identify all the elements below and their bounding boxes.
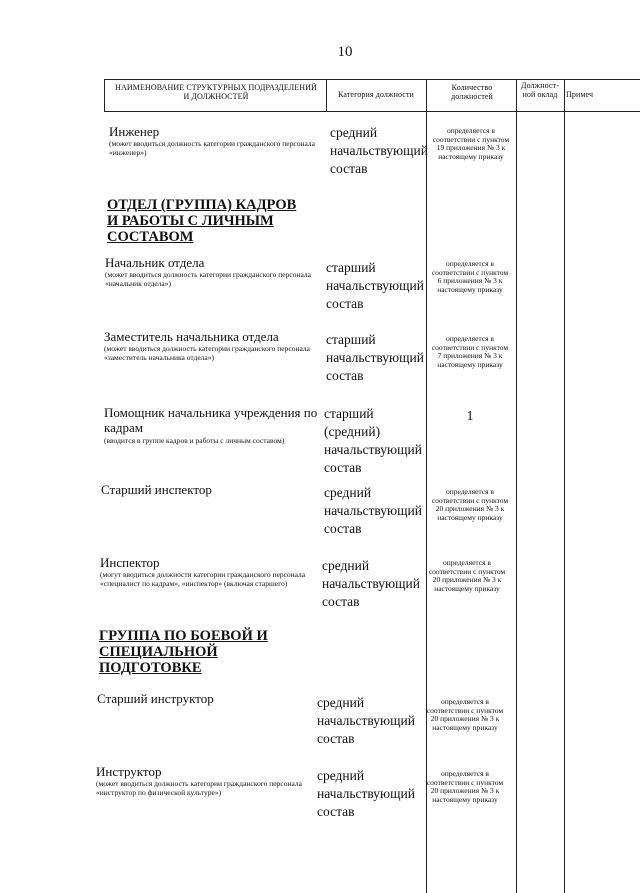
- position-quantity: определяется в соответствии с пунктом 20 приложения № 3 к настоящему приказу: [426, 697, 504, 732]
- position-quantity: определяется в соответствии с пунктом 20 приложения № 3 к настоящему приказу: [428, 558, 506, 593]
- position-note: (могут вводиться должности категории гражданского персонала «специалист по кадрам», «инспектор» (включая старшего): [100, 570, 306, 588]
- header-salary: Должност-ной оклад: [521, 81, 559, 99]
- column-divider: [516, 79, 517, 893]
- position-title: Помощник начальника учреждения по кадрам: [104, 405, 318, 435]
- position-quantity: определяется в соответствии с пунктом 20 приложения № 3 к настоящему приказу: [431, 487, 509, 522]
- position-quantity: определяется в соответствии с пунктом 19 приложения № 3 к настоящему приказу: [432, 126, 510, 161]
- staffing-table: [96, 79, 640, 893]
- position-title: Заместитель начальника отдела: [104, 329, 279, 344]
- position-category: старший (средний) начальствующий состав: [324, 406, 422, 475]
- position-category: старший начальствующий состав: [326, 332, 424, 383]
- table-header-divider: [104, 111, 640, 112]
- position-category: средний начальствующий состав: [317, 768, 415, 819]
- position-quantity: определяется в соответствии с пунктом 7 приложения № 3 к настоящему приказу: [431, 334, 509, 369]
- header-name: НАИМЕНОВАНИЕ СТРУКТУРНЫХ ПОДРАЗДЕЛЕНИЙ И ДОЛЖНОСТЕЙ: [115, 83, 317, 101]
- column-divider: [326, 79, 327, 112]
- header-quantity: Количество должностей: [451, 83, 493, 101]
- position-title: Инструктор: [96, 764, 162, 779]
- position-note: (может вводиться должность категории гражданского персонала «инженер»): [109, 139, 315, 157]
- position-title: Старший инспектор: [101, 482, 212, 497]
- page-number: 10: [337, 44, 353, 60]
- position-title: Инспектор: [100, 555, 160, 570]
- column-divider: [104, 79, 105, 112]
- column-divider: [564, 79, 565, 893]
- position-quantity: 1: [466, 409, 474, 424]
- position-note: (может вводиться должность категории гражданского персонала «начальник отдела»): [105, 270, 311, 288]
- position-category: средний начальствующий состав: [322, 558, 420, 609]
- header-note: Примеч: [566, 90, 594, 99]
- position-title: Старший инструктор: [97, 691, 214, 706]
- position-title: Начальник отдела: [105, 255, 205, 270]
- position-category: средний начальствующий состав: [317, 695, 415, 746]
- position-category: средний начальствующий состав: [324, 485, 422, 536]
- position-note: (может вводиться должность категории гражданского персонала «инструктор по физической культуре»): [96, 779, 302, 797]
- position-quantity: определяется в соответствии с пунктом 20 приложения № 3 к настоящему приказу: [426, 769, 504, 804]
- position-note: (вводится в группе кадров и работы с личным составом): [104, 436, 285, 445]
- position-category: средний начальствующий состав: [330, 125, 428, 176]
- position-note: (может вводиться должность категории гражданского персонала «заместитель начальника отдела»): [104, 344, 310, 362]
- position-quantity: определяется в соответствии с пунктом 6 приложения № 3 к настоящему приказу: [431, 259, 509, 294]
- table-top-border: [104, 79, 640, 80]
- section-title: ОТДЕЛ (ГРУППА) КАДРОВ И РАБОТЫ С ЛИЧНЫМ СОСТАВОМ: [107, 197, 297, 245]
- header-category: Категория должности: [338, 90, 414, 99]
- position-category: старший начальствующий состав: [326, 260, 424, 311]
- section-title: ГРУППА ПО БОЕВОЙ И СПЕЦИАЛЬНОЙ ПОДГОТОВКЕ: [99, 628, 268, 676]
- position-title: Инженер: [109, 124, 160, 139]
